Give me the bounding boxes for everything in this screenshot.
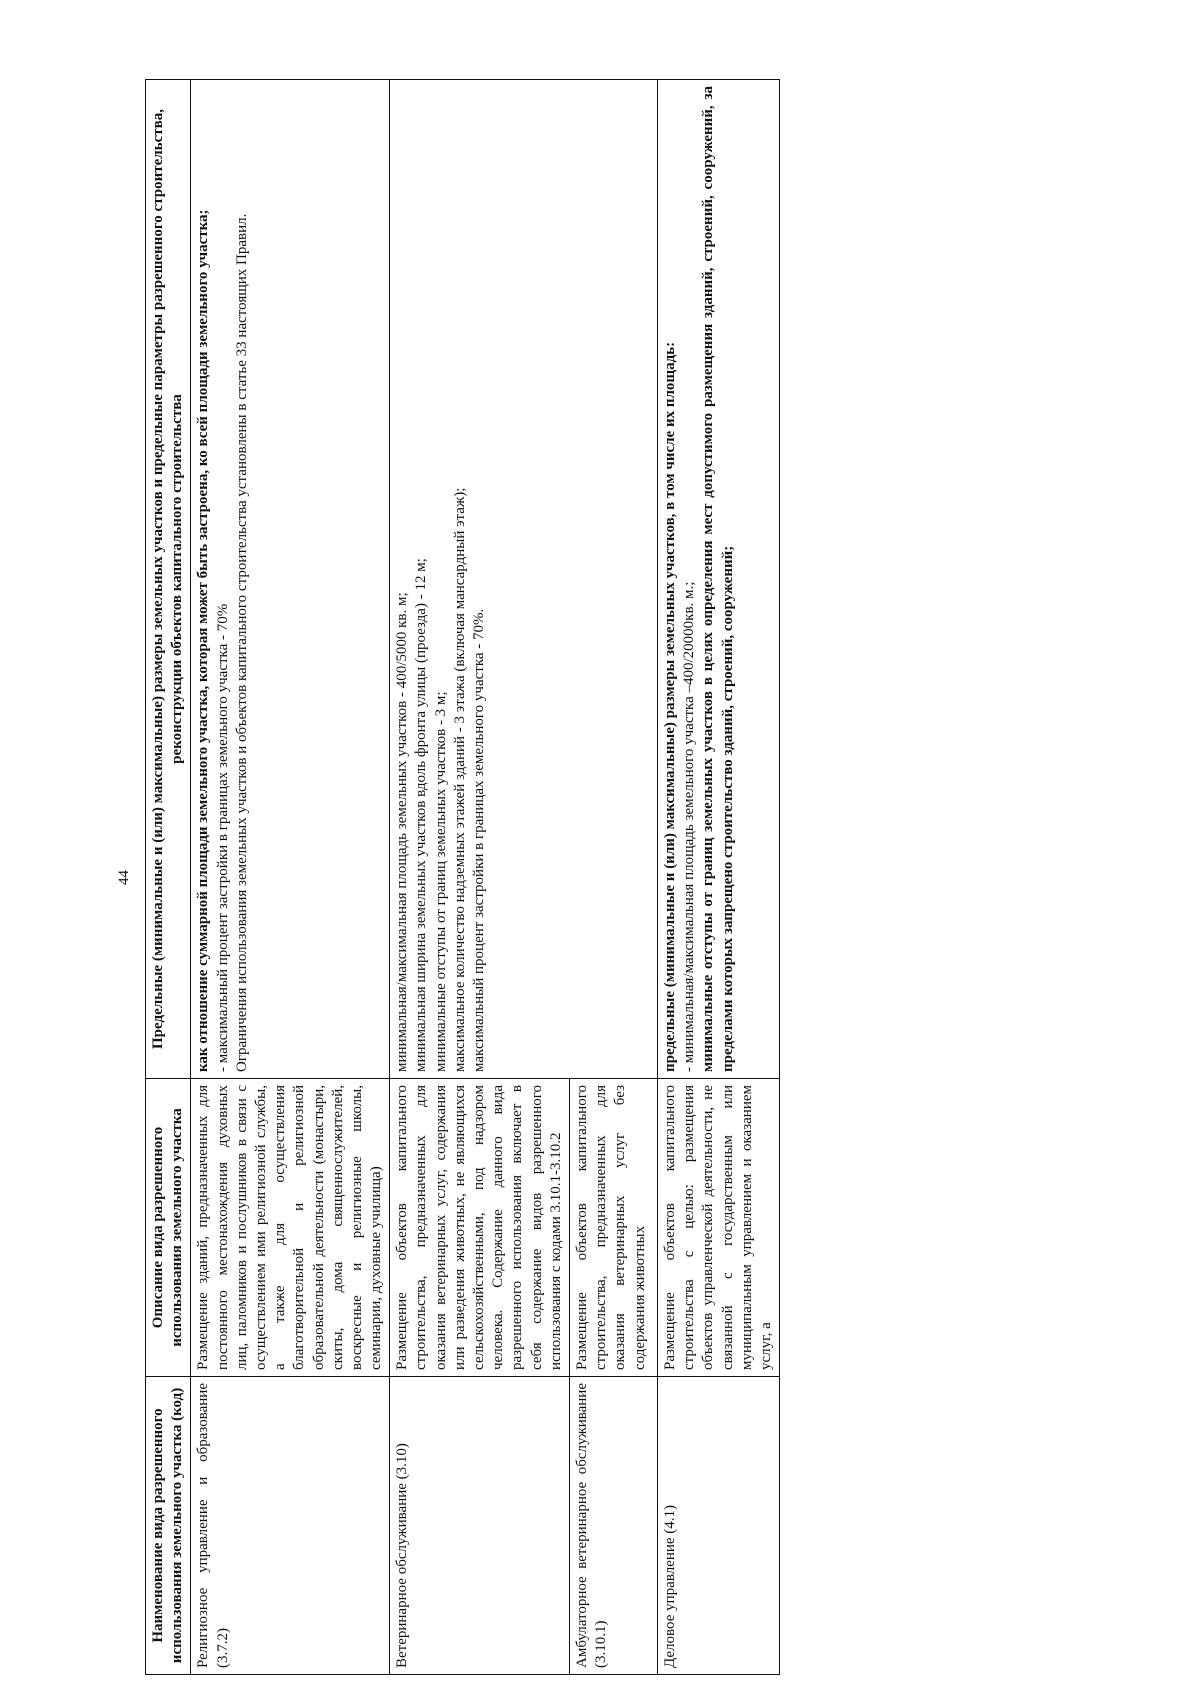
row-description: Размещение зданий, предназначенных для постоянного местонахождения духовных лиц, паломников и послушников в связи с осуществлением ими религиозной службы, а также для осуществления благотворительной и религиозной образовательной деятельности (монастыри, скиты, дома священнослужителей, воскресные и религиозные школы, семинарии, духовные училища) [191,1079,390,1377]
param-line: минимальные отступы от границ земельных участков в целях определения мест допустимого размещения зданий, строений, сооружений, за пределами которых запрещено строительство зданий, строений, сооружений; [700,86,736,1072]
row-name: Ветеринарное обслуживание (3.10) [390,1377,570,1675]
regulations-table [145,79,780,1675]
param-line: минимальная ширина земельных участков вдоль фронта улицы (проезда) - 12 м; [413,558,430,1072]
header-description: Описание вида разрешенного использования земельного участка [146,1079,191,1377]
row-params [191,80,390,1079]
header-params: Предельные (минимальные и (или) максимальные) размеры земельных участков и предельные параметры разрешенного строительства, реконструкции объектов капитального строительства [146,80,191,1079]
param-line: - максимальный процент застройки в границах земельного участка - 70% [214,603,231,1072]
row-description: Размещение объектов капитального строительства с целью: размещения объектов управленческой деятельности, не связанной с государственным или муниципальным управлением и оказанием услуг, а [657,1079,779,1377]
param-line: максимальное количество надземных этажей зданий - 3 этажа (включая мансардный этаж); [451,487,468,1072]
table-row [657,80,779,1675]
row-params [390,80,658,1079]
table-row [390,80,570,1675]
table-header-row [146,80,191,1675]
param-line: предельные (минимальные и (или) максимальные) размеры земельных участков, в том числе их площадь: [661,341,678,1072]
table-row [191,80,390,1675]
param-line: Ограничения использования земельных участков и объектов капитального строительства установлены в статье 33 настоящих Правил. [233,213,250,1072]
row-name: Религиозное управление и образование (3.7.2) [191,1377,390,1675]
param-line: минимальные отступы от границ земельных участков - 3 м; [432,691,449,1072]
header-name: Наименование вида разрешенного использования земельного участка (код) [146,1377,191,1675]
document-page [80,80,1120,1675]
page-number: 44 [116,870,132,885]
row-name: Деловое управление (4.1) [657,1377,779,1675]
row-name: Амбулаторное ветеринарное обслуживание (3.10.1) [569,1377,657,1675]
param-line: минимальная/максимальная площадь земельных участков - 400/5000 кв. м; [394,592,411,1072]
param-line: - минимальная/максимальная площадь земельного участка –400/20000кв. м.; [681,581,698,1072]
row-description: Размещение объектов капитального строительства, предназначенных для оказания ветеринарных услуг без содержания животных [569,1079,657,1377]
row-params [657,80,779,1079]
param-line: как отношение суммарной площади земельного участка, которая может быть застроена, ко всей площади земельного участка; [195,209,212,1072]
row-description: Размещение объектов капитального строительства, предназначенных для оказания ветеринарных услуг, содержания или разведения животных, не являющихся сельскохозяйственными, под надзором человека. Содержание данного вида разрешенного использования включает в себя содержание видов разрешенного использования с кодами 3.10.1-3.10.2 [390,1079,570,1377]
param-line: максимальный процент застройки в границах земельного участка - 70%. [471,608,487,1072]
